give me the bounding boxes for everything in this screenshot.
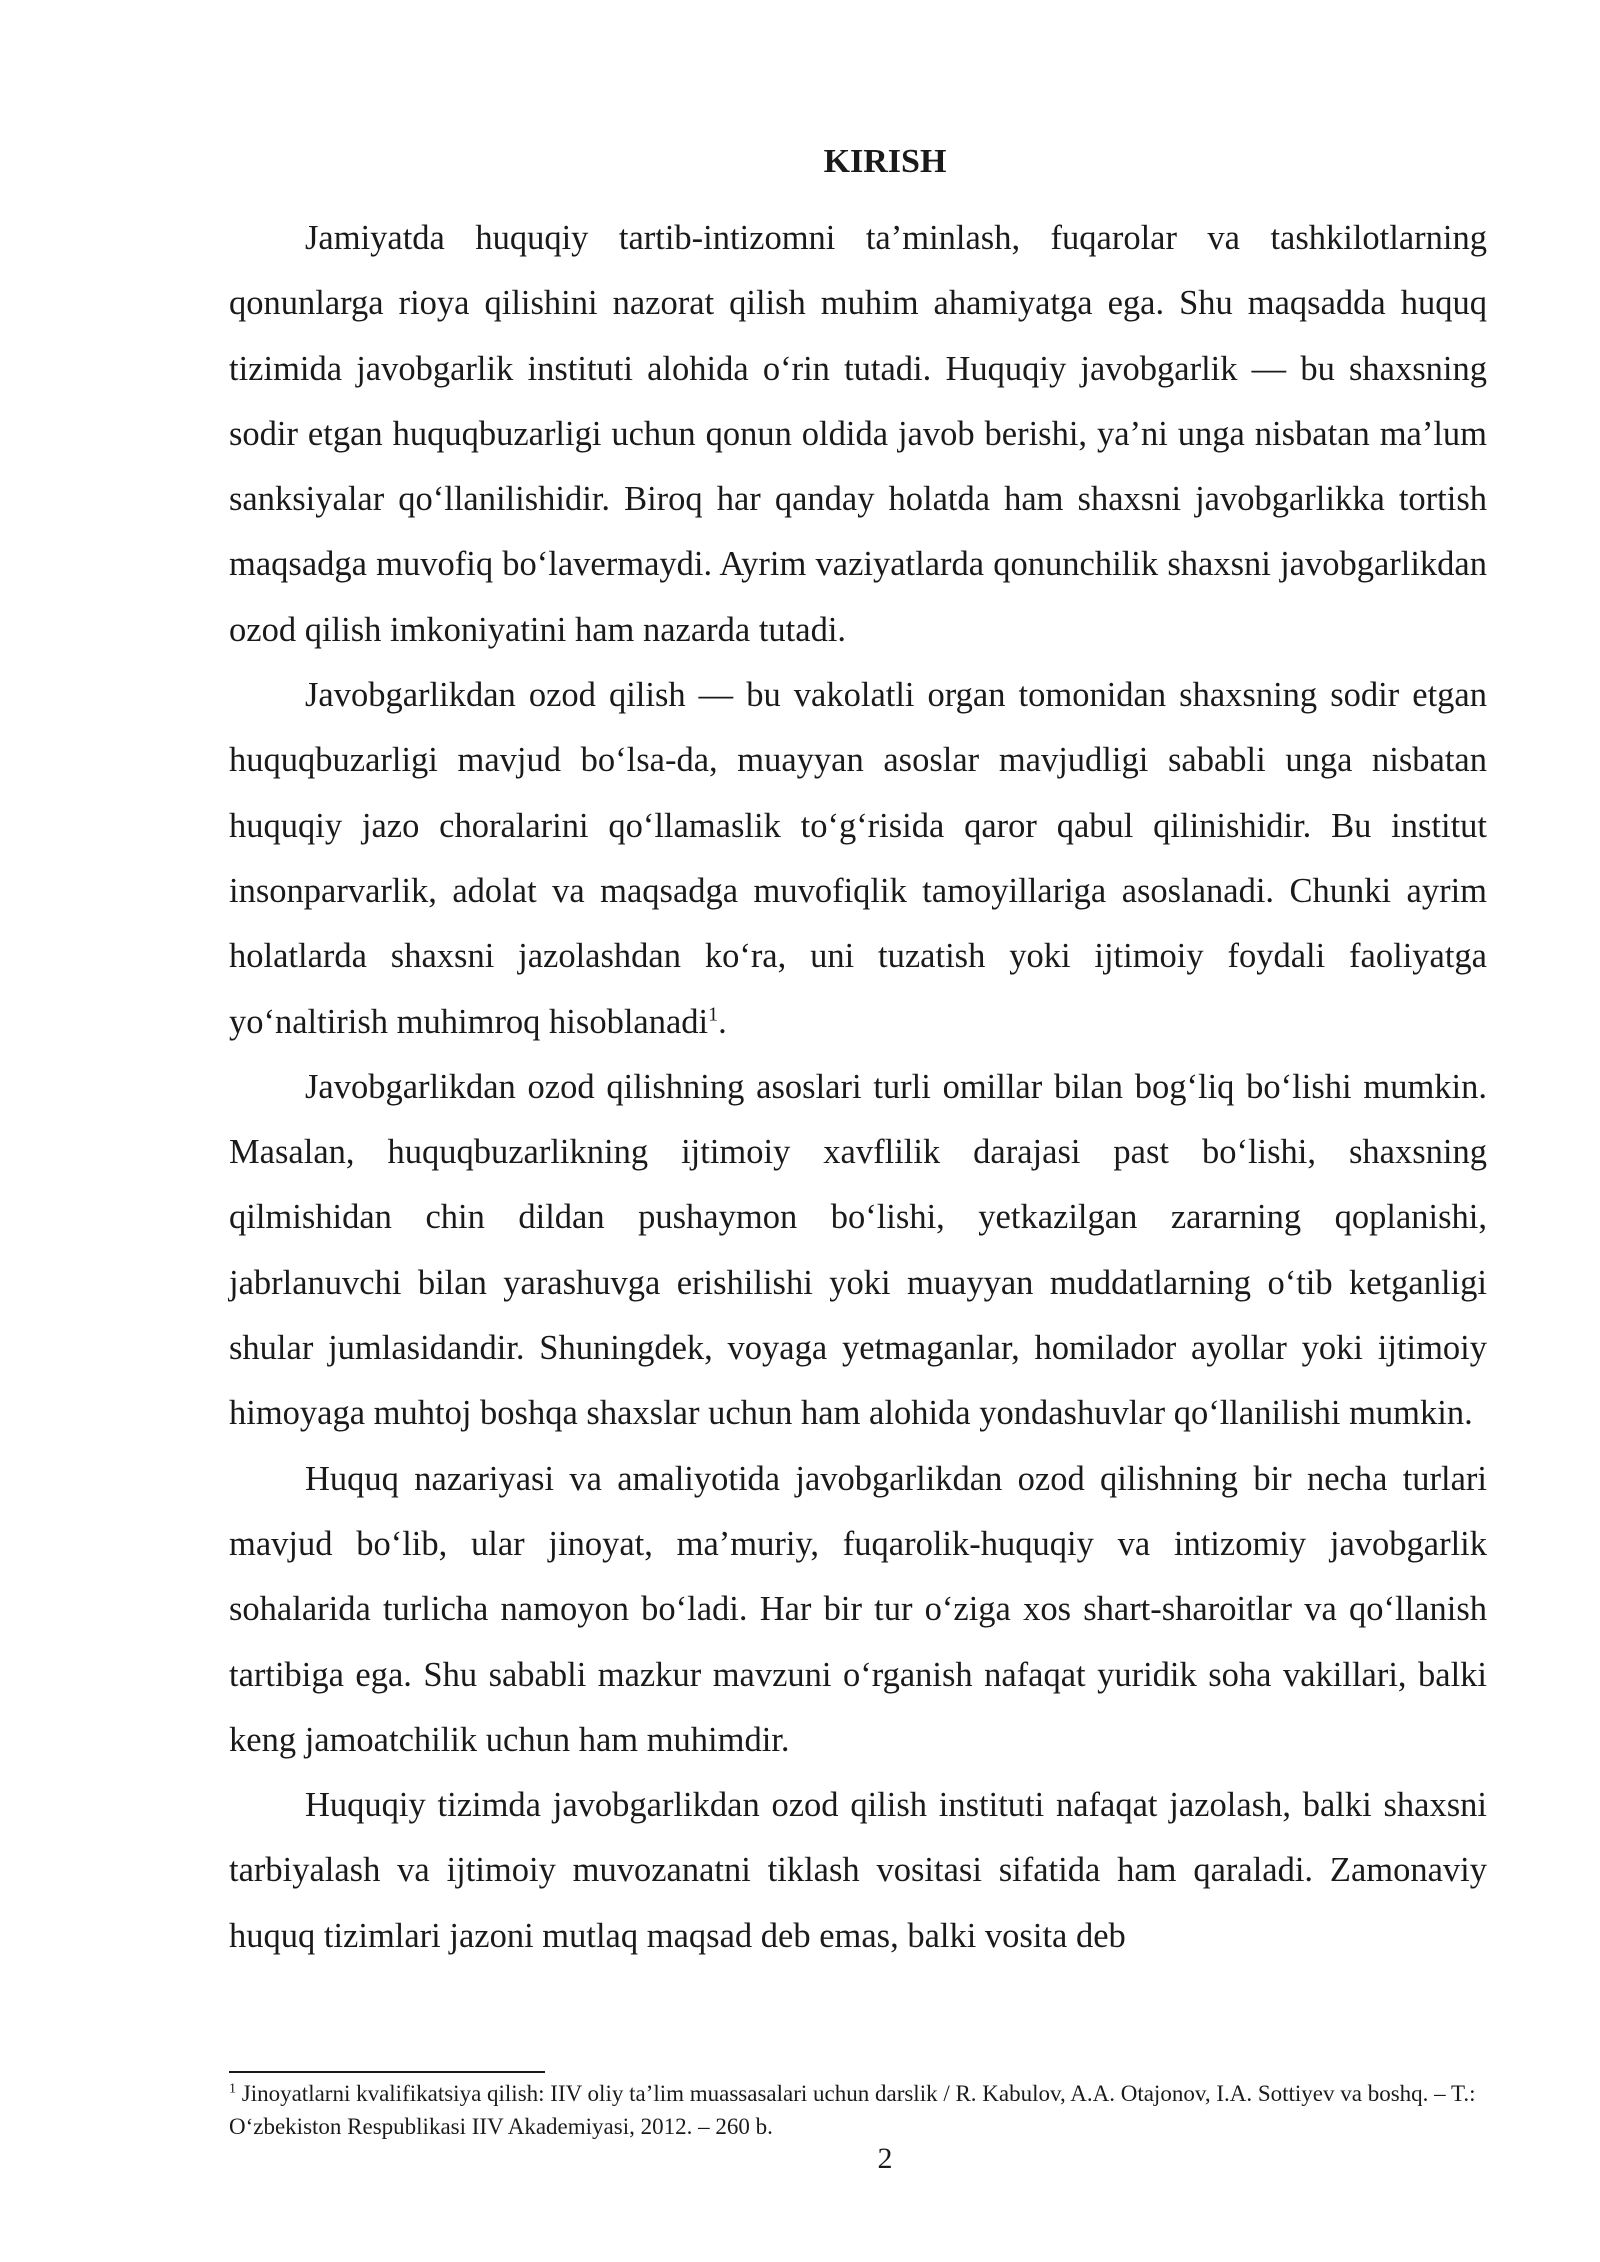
footnote [229, 2077, 1487, 2143]
paragraph-5: Huquqiy tizimda javobgarlikdan ozod qilish instituti nafaqat jazolash, balki shaxsni tarbiyalash va ijtimoiy muvozanatni tiklash vositasi sifatida ham qaraladi. Zamonaviy huquq tizimlari jazoni mutlaq maqsad deb emas, balki vosita deb [229, 1786, 1487, 1955]
footnote-reference[interactable]: 1 [708, 1003, 719, 1026]
paragraph-2-trailing: . [718, 1002, 727, 1041]
body-text [229, 206, 1487, 1969]
paragraph-2 [229, 663, 1487, 1055]
page-number: 2 [877, 2142, 893, 2175]
paragraph-3: Javobgarlikdan ozod qilishning asoslari turli omillar bilan bog‘liq bo‘lishi mumkin. Masalan, huquqbuzarlikning ijtimoiy xavflilik darajasi past bo‘lishi, shaxsning qilmishidan chin dildan pushaymon bo‘lishi, yetkazilgan zararning qoplanishi, jabrlanuvchi bilan yarashuvga erishilishi yoki muayyan muddatlarning o‘tib ketganligi shular jumlasidandir. Shuningdek, voyaga yetmaganlar, homilador ayollar yoki ijtimoiy himoyaga muhtoj boshqa shaxslar uchun ham alohida yondashuvlar qo‘llanilishi mumkin. [229, 1067, 1487, 1433]
footnote-divider [229, 2071, 545, 2073]
paragraph-1: Jamiyatda huquqiy tartib-intizomni ta’minlash, fuqarolar va tashkilotlarning qonunlarga rioya qilishini nazorat qilish muhim ahamiyatga ega. Shu maqsadda huquq tizimida javobgarlik instituti alohida o‘rin tutadi. Huquqiy javobgarlik — bu shaxsning sodir etgan huquqbuzarligi uchun qonun oldida javob berishi, ya’ni unga nisbatan ma’lum sanksiyalar qo‘llanilishidir. Biroq har qanday holatda ham shaxsni javobgarlikka tortish maqsadga muvofiq bo‘lavermaydi. Ayrim vaziyatlarda qonunchilik shaxsni javobgarlikdan ozod qilish imkoniyatini ham nazarda tutadi. [229, 219, 1487, 649]
paragraph-4: Huquq nazariyasi va amaliyotida javobgarlikdan ozod qilishning bir necha turlari mavjud bo‘lib, ular jinoyat, ma’muriy, fuqarolik-huquqiy va intizomiy javobgarlik sohalarida turlicha namoyon bo‘ladi. Har bir tur o‘ziga xos shart-sharoitlar va qo‘llanish tartibiga ega. Shu sababli mazkur mavzuni o‘rganish nafaqat yuridik soha vakillari, balki keng jamoatchilik uchun ham muhimdir. [229, 1459, 1487, 1759]
footnote-number: 1 [229, 2081, 236, 2097]
footnote-text: Jinoyatlarni kvalifikatsiya qilish: IIV oliy ta’lim muassasalari uchun darslik / R. Kabulov, A.A. Otajonov, I.A. Sottiyev va boshq. – T.: O‘zbekiston Respublikasi IIV Akademiyasi, 2012. – 260 b. [229, 2081, 1476, 2139]
paragraph-2-text: Javobgarlikdan ozod qilish — bu vakolatli organ tomonidan shaxsning sodir etgan huquqbuzarligi mavjud bo‘lsa-da, muayyan asoslar mavjudligi sababli unga nisbatan huquqiy jazo choralarini qo‘llamaslik to‘g‘risida qaror qabul qilinishidir. Bu institut insonparvarlik, adolat va maqsadga muvofiqlik tamoyillariga asoslanadi. Chunki ayrim holatlarda shaxsni jazolashdan ko‘ra, uni tuzatish yoki ijtimoiy foydali faoliyatga yo‘naltirish muhimroq hisoblanadi [229, 676, 1487, 1041]
page-heading: KIRISH [823, 143, 947, 180]
